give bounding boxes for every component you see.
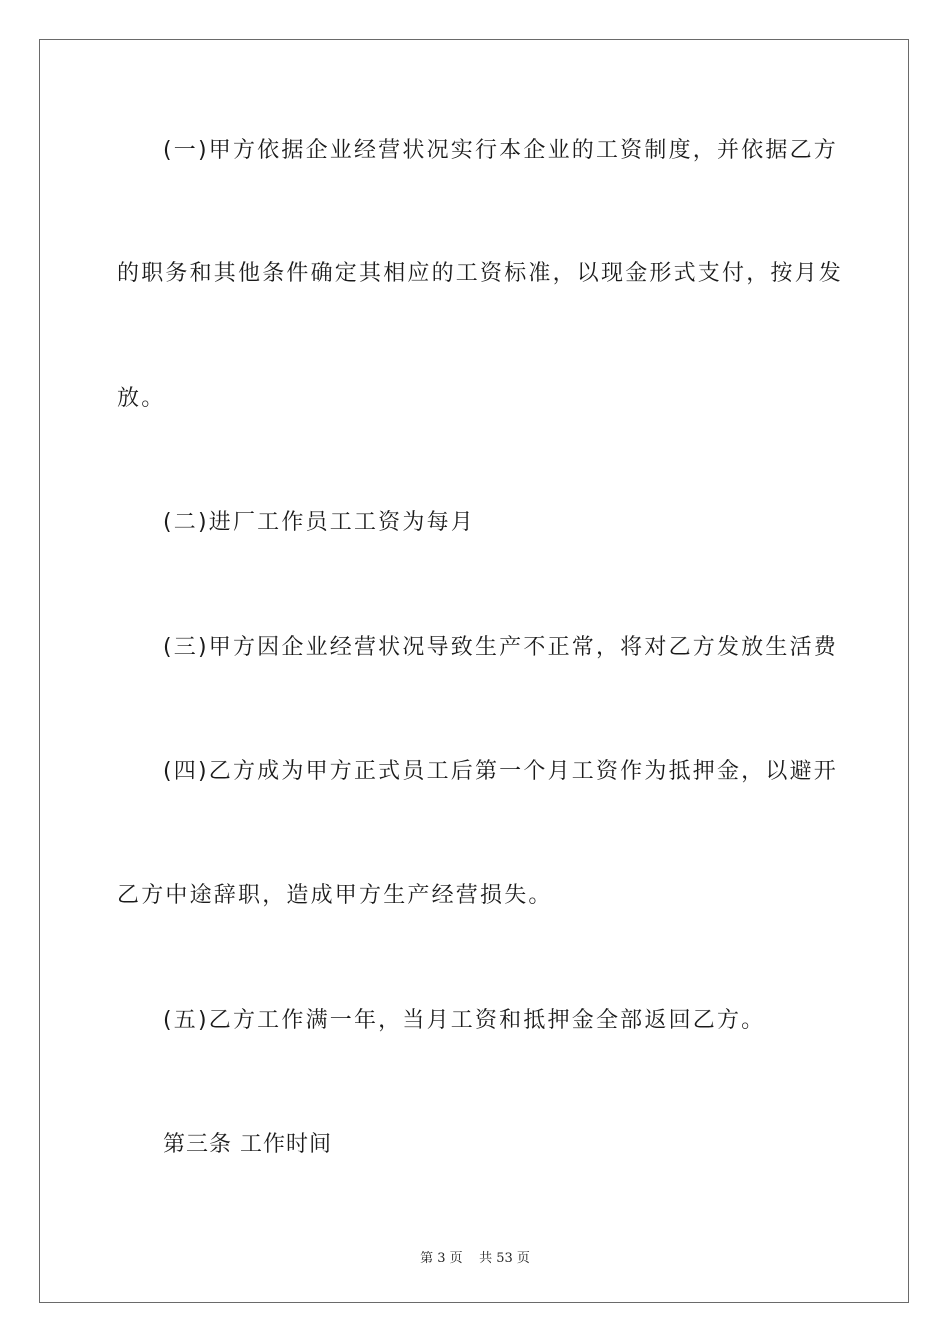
page-border — [39, 39, 909, 1303]
paragraph-1-line-2: 的职务和其他条件确定其相应的工资标准，以现金形式支付，按月发 — [117, 261, 844, 286]
paragraph-1-line-3: 放。 — [117, 386, 166, 411]
paragraph-1-line-1: (一)甲方依据企业经营状况实行本企业的工资制度，并依据乙方 — [163, 138, 838, 163]
paragraph-2: (二)进厂工作员工工资为每月 — [163, 510, 475, 535]
paragraph-4-line-1: (四)乙方成为甲方正式员工后第一个月工资作为抵押金，以避开 — [163, 759, 838, 784]
section-heading: 第三条 工作时间 — [163, 1132, 332, 1157]
paragraph-4-line-2: 乙方中途辞职，造成甲方生产经营损失。 — [117, 883, 553, 908]
paragraph-3: (三)甲方因企业经营状况导致生产不正常，将对乙方发放生活费 — [163, 635, 838, 660]
paragraph-5: (五)乙方工作满一年，当月工资和抵押金全部返回乙方。 — [163, 1008, 766, 1033]
page-number-footer: 第 3 页 共 53 页 — [420, 1251, 530, 1266]
